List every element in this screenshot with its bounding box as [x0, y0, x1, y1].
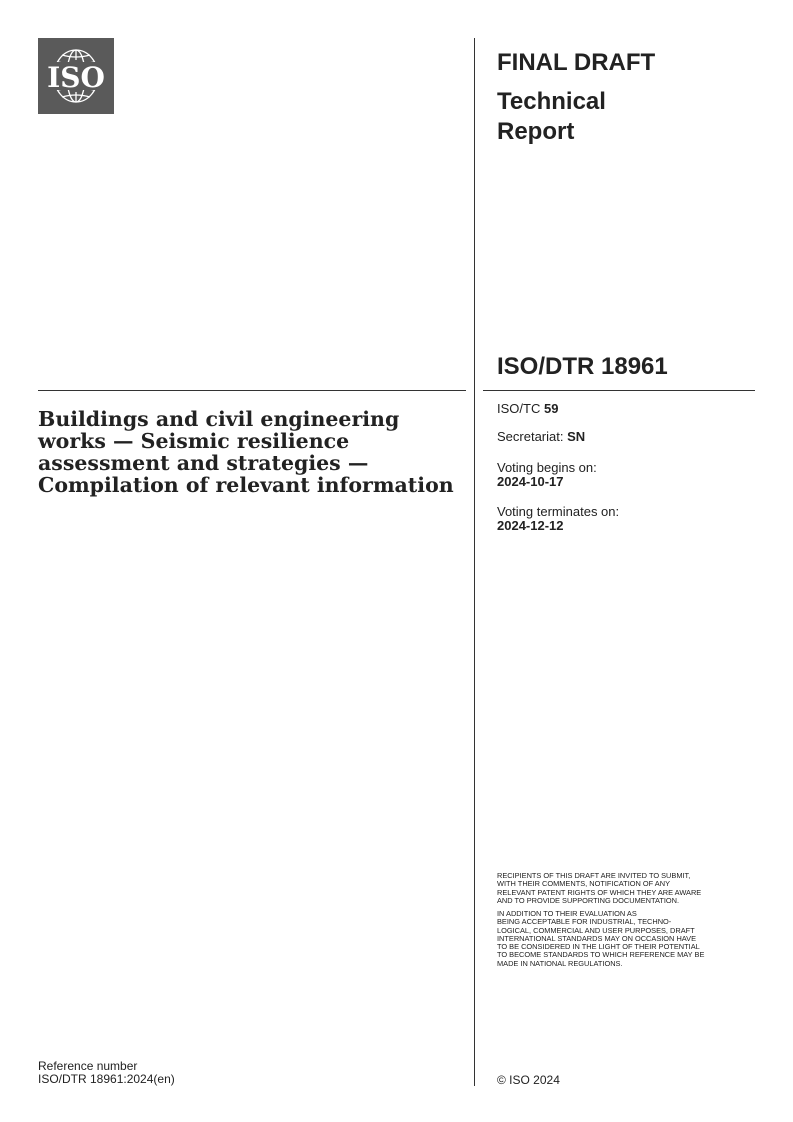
title-divider-right	[483, 390, 755, 391]
committee-value: 59	[543, 401, 559, 416]
committee-label: ISO/TC	[497, 401, 541, 416]
reference-number	[38, 1060, 175, 1086]
vertical-divider	[474, 38, 475, 1086]
evaluation-notice: IN ADDITION TO THEIR EVALUATION AS BEING ACCEPTABLE FOR INDUSTRIAL, TECHNO- LOGICAL, COMMERCIAL AND USER PURPOSES, DRAFT INTERNATIONAL STANDARDS MAY ON OCCASION HAVE TO BE CONSIDERED IN THE LIGHT OF THEIR POTENTIAL TO BECOME STANDARDS TO WHICH REFERENCE MAY BE MADE IN NATIONAL REGULATIONS.	[497, 909, 705, 968]
title-divider-left	[38, 390, 466, 391]
document-title: Buildings and civil engineering works — Seismic resilience assessment and strategies — Compilation of relevant information	[38, 407, 454, 497]
document-status: FINAL DRAFT	[497, 49, 656, 76]
patent-notice: RECIPIENTS OF THIS DRAFT ARE INVITED TO SUBMIT, WITH THEIR COMMENTS, NOTIFICATION OF ANY RELEVANT PATENT RIGHTS OF WHICH THEY ARE AWARE AND TO PROVIDE SUPPORTING DOCUMENTATION.	[497, 871, 702, 905]
committee-line	[497, 402, 558, 416]
voting-terminates	[497, 505, 619, 533]
secretariat-value: SN	[567, 429, 586, 444]
voting-begins-label: Voting begins on:	[497, 460, 597, 475]
voting-terminates-label: Voting terminates on:	[497, 504, 620, 519]
voting-begins-value: 2024-10-17	[497, 474, 564, 489]
iso-logo-text: ISO	[47, 61, 105, 94]
voting-begins	[497, 461, 597, 489]
document-designation: ISO/DTR 18961	[497, 353, 668, 380]
iso-globe-logo-icon	[38, 38, 114, 114]
secretariat-label: Secretariat:	[497, 429, 564, 444]
reference-label: Reference number	[38, 1059, 138, 1073]
iso-logo	[38, 38, 114, 114]
voting-terminates-value: 2024-12-12	[497, 518, 564, 533]
document-type: Technical Report	[497, 88, 606, 145]
reference-value: ISO/DTR 18961:2024(en)	[38, 1072, 175, 1086]
secretariat-line	[497, 430, 585, 444]
copyright: © ISO 2024	[497, 1073, 560, 1087]
